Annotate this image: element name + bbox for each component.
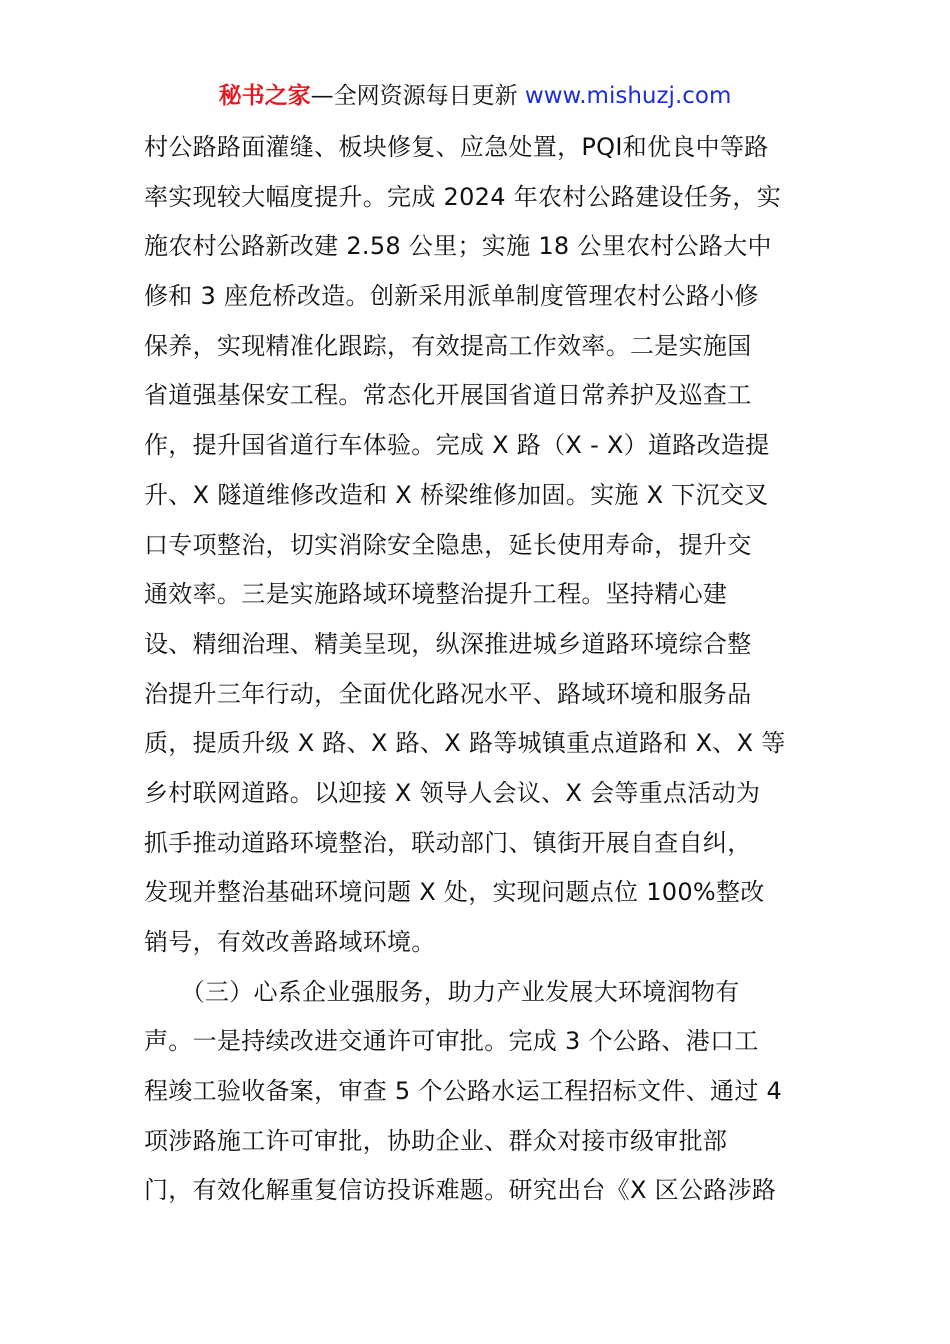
text-line: 销号，有效改善路域环境。 bbox=[144, 928, 436, 956]
text-line: 门，有效化解重复信访投诉难题。研究出台《X 区公路涉路 bbox=[144, 1176, 777, 1205]
text-line: 乡村联网道路。以迎接 X 领导人会议、X 会等重点活动为 bbox=[144, 778, 761, 807]
text-line: 村公路路面灌缝、板块修复、应急处置，PQI和优良中等路 bbox=[144, 133, 769, 161]
site-header bbox=[0, 80, 950, 112]
text-line: （三）心系企业强服务，助力产业发展大环境润物有 bbox=[144, 977, 740, 1006]
site-brand: 秘书之家 bbox=[218, 83, 311, 109]
text-line: 设、精细治理、精美呈现，纵深推进城乡道路环境综合整 bbox=[144, 629, 752, 658]
text-line: 省道强基保安工程。常态化开展国省道日常养护及巡查工 bbox=[144, 381, 752, 410]
text-line: 声。一是持续改进交通许可审批。完成 3 个公路、港口工 bbox=[144, 1027, 759, 1056]
text-line: 施农村公路新改建 2.58 公里；实施 18 公里农村公路大中 bbox=[144, 232, 772, 261]
site-tagline: —全网资源每日更新 bbox=[310, 83, 525, 109]
text-line: 作，提升国省道行车体验。完成 X 路（X - X）道路改造提 bbox=[144, 431, 770, 460]
text-line: 抓手推动道路环境整治，联动部门、镇街开展自查自纠， bbox=[144, 828, 752, 857]
text-line: 保养，实现精准化跟踪，有效提高工作效率。二是实施国 bbox=[144, 331, 752, 360]
document-body bbox=[144, 128, 814, 1221]
text-line: 治提升三年行动，全面优化路况水平、路域环境和服务品 bbox=[144, 679, 752, 708]
text-line: 通效率。三是实施路域环境整治提升工程。坚持精心建 bbox=[144, 580, 728, 609]
text-line: 口专项整治，切实消除安全隐患，延长使用寿命，提升交 bbox=[144, 530, 752, 559]
text-line: 质，提质升级 X 路、X 路、X 路等城镇重点道路和 X、X 等 bbox=[144, 729, 786, 758]
text-line: 程竣工验收备案，审查 5 个公路水运工程招标文件、通过 4 bbox=[144, 1077, 783, 1106]
text-line: 修和 3 座危桥改造。创新采用派单制度管理农村公路小修 bbox=[144, 282, 759, 311]
text-line: 项涉路施工许可审批，协助企业、群众对接市级审批部 bbox=[144, 1126, 728, 1155]
text-line: 率实现较大幅度提升。完成 2024 年农村公路建设任务，实 bbox=[144, 182, 782, 211]
text-line: 发现并整治基础环境问题 X 处，实现问题点位 100%整改 bbox=[144, 878, 765, 907]
text-line: 升、X 隧道维修改造和 X 桥梁维修加固。实施 X 下沉交叉 bbox=[144, 480, 769, 509]
site-url-link[interactable]: www.mishuzj.com bbox=[524, 83, 732, 109]
